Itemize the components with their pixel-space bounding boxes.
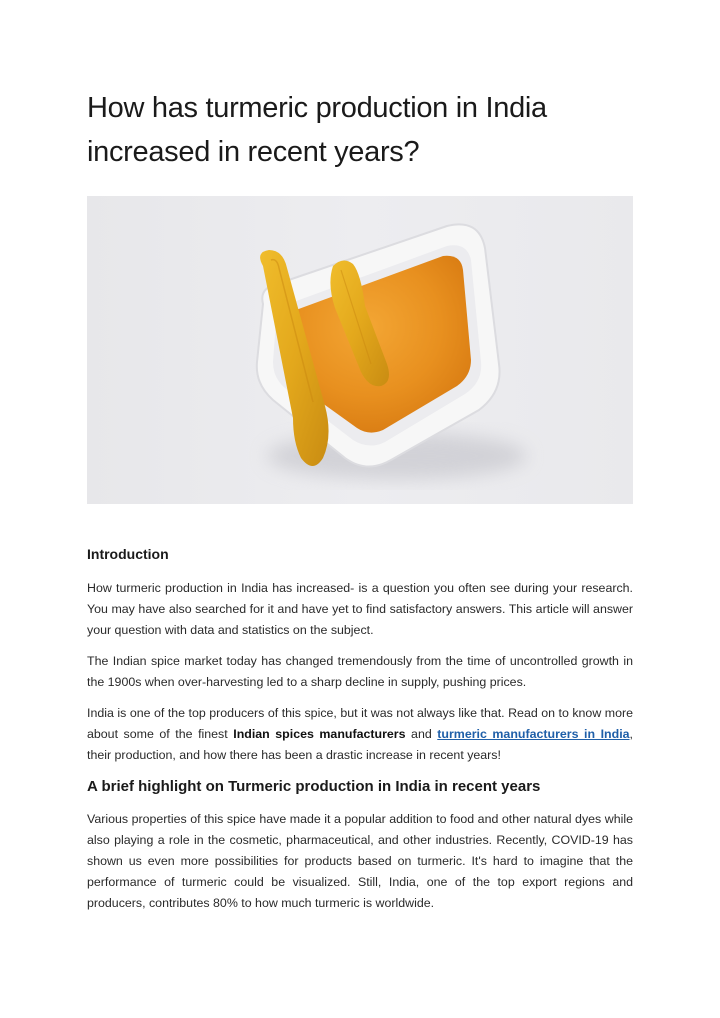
brief-paragraph-1: Various properties of this spice have made it a popular addition to food and other natural dyes while also playing a role in the cosmetic, pharmaceutical, and other industries. Recently, COVID-19 has shown us even more possibilities for products based on turmeric. It's hard to imagine that the performance of turmeric could be visualized. Still, India, one of the top export regions and producers, contributes 80% to how much turmeric is worldwide. <box>87 812 633 910</box>
intro-paragraph-1: How turmeric production in India has increased- is a question you often see during your research. You may have also searched for it and have yet to find satisfactory answers. This article will answer your question with data and statistics on the subject. <box>87 581 633 637</box>
page-title: How has turmeric production in India increased in recent years? <box>87 92 547 168</box>
indian-spices-manufacturers-bold: Indian spices manufacturers <box>233 727 406 741</box>
turmeric-manufacturers-link[interactable]: turmeric manufacturers in India <box>437 727 630 741</box>
intro-p3-text-a: India is one of the top producers of this spice, but it was not always like that. Read on to know more about some of the finest <box>87 706 633 741</box>
intro-paragraph-3 <box>87 703 633 766</box>
intro-p3-text-c: , their production, and how there has been a drastic increase in recent years! <box>87 727 633 762</box>
article-body <box>87 544 633 924</box>
turmeric-bowl-illustration <box>87 196 633 504</box>
turmeric-photo <box>87 196 633 504</box>
intro-paragraph-2: The Indian spice market today has changed tremendously from the time of uncontrolled growth in the 1900s when over-harvesting led to a sharp decline in supply, pushing prices. <box>87 654 633 689</box>
brief-highlight-heading: A brief highlight on Turmeric production in India in recent years <box>87 778 541 795</box>
introduction-heading: Introduction <box>87 546 169 562</box>
intro-p3-text-b: and <box>405 727 438 741</box>
